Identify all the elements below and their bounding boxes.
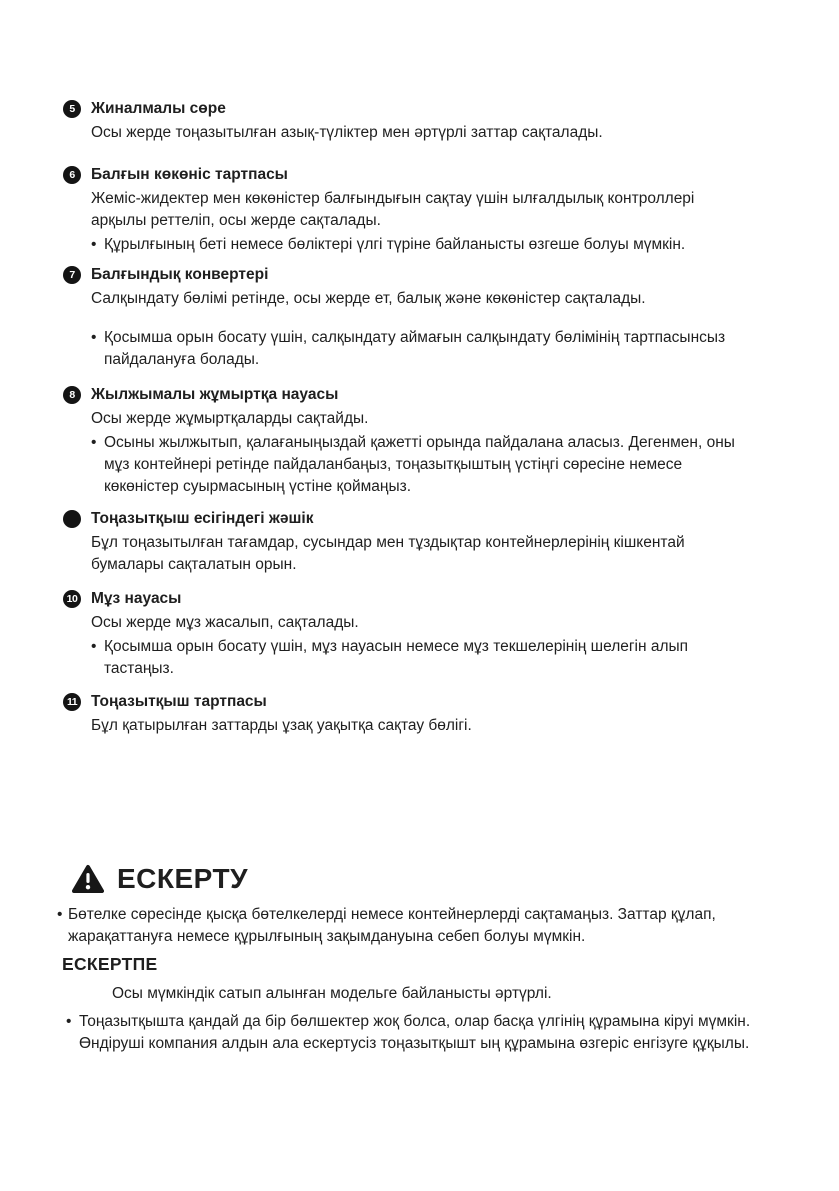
bullet-item [91, 234, 799, 256]
paragraph-line: Бұл тоңазытылған тағамдар, сусындар мен тұздықтар контейнерлерінің кішкентай [91, 534, 685, 551]
section-title: Балғындық конвертері [91, 266, 269, 283]
warning-bullet-list [57, 904, 809, 948]
bullet-line: • Қосымша орын босату үшін, салқындату аймағын салқындату бөлімінің тартпасынсыз [104, 329, 726, 346]
paragraph-line: Осы жерде мұз жасалып, сақталады. [91, 614, 359, 631]
section-title: Балғын көкөніс тартпасы [91, 166, 288, 183]
section-title: Мұз науасы [91, 590, 182, 607]
section-body [91, 612, 799, 680]
bullet-list [91, 432, 799, 498]
section-freezer-drawer [63, 691, 799, 737]
note-variation-text: Осы мүмкіндік сатып алынған модельге байланысты әртүрлі. [112, 985, 552, 1002]
section-number-badge: 10 [63, 590, 81, 608]
section-body [91, 408, 799, 498]
note-bullet-list [66, 1011, 811, 1055]
bullet-list [91, 234, 799, 256]
bullet-item [91, 327, 799, 371]
section-title: Жиналмалы сөре [91, 100, 226, 117]
paragraph-line: Осы жерде жұмыртқаларды сақтайды. [91, 410, 369, 427]
section-title: Тоңазытқыш тартпасы [91, 693, 267, 710]
section-header [63, 384, 799, 406]
warning-bullet-item [57, 904, 809, 948]
note-bullet-item [66, 1011, 811, 1055]
section-number-badge: 7 [63, 266, 81, 284]
section-header [63, 98, 799, 120]
warning-triangle-icon [72, 864, 104, 894]
section-number-badge: 11 [63, 693, 81, 711]
section-paragraph [91, 532, 799, 576]
section-header [63, 264, 799, 286]
section-ice-tray [63, 588, 799, 680]
section-body [91, 122, 799, 144]
section-number-badge: 6 [63, 166, 81, 184]
section-body [91, 288, 799, 371]
section-header [63, 691, 799, 713]
section-paragraph [91, 288, 799, 310]
bullet-list [91, 636, 799, 680]
section-paragraph [91, 408, 799, 430]
note-section [62, 954, 811, 1055]
section-paragraph [91, 715, 799, 737]
bullet-line: пайдалануға болады. [104, 351, 260, 368]
paragraph-line: Жеміс-жидектер мен көкөністер балғындығын сақтау үшін ылғалдылық контроллері [91, 190, 695, 207]
bullet-list [91, 327, 799, 371]
section-header [63, 508, 799, 530]
section-body [91, 715, 799, 737]
paragraph-line: бумалары сақталатын орын. [91, 556, 297, 573]
section-title: Тоңазытқыш есігіндегі жәшік [91, 510, 314, 527]
warning-title: ЕСКЕРТУ [117, 863, 248, 894]
section-movable-egg-tray [63, 384, 799, 498]
note-bullet-line: Өндіруші компания алдын ала ескертусіз тоңазытқышт ың құрамына өзгеріс енгізуге құқылы. [79, 1035, 750, 1052]
bullet-line: • Осыны жылжытып, қалағаныңыздай қажетті орында пайдалана аласыз. Дегенмен, оны [104, 434, 735, 451]
section-movable-shelf [63, 98, 799, 144]
bullet-line: мұз контейнері ретінде пайдаланбаңыз, тоңазытқыштың үстіңгі сөресіне немесе [104, 456, 683, 473]
note-bullet-line: • Тоңазытқышта қандай да бір бөлшектер жоқ болса, олар басқа үлгінің құрамына кіруі мүмкін. [79, 1013, 751, 1030]
section-paragraph [91, 122, 799, 144]
section-header [63, 164, 799, 186]
bullet-line: көкөністер суырмасының үстіне қоймаңыз. [104, 478, 412, 495]
note-title: ЕСКЕРТПЕ [62, 954, 158, 974]
section-header [63, 588, 799, 610]
warning-heading [72, 862, 809, 896]
bullet-line: тастаңыз. [104, 660, 174, 677]
section-fresh-vegetable-drawer [63, 164, 799, 256]
paragraph-line: Осы жерде тоңазытылған азық-түліктер мен әртүрлі заттар сақталады. [91, 124, 603, 141]
section-freshness-converter [63, 264, 799, 371]
section-body [91, 532, 799, 576]
bullet-item [91, 432, 799, 498]
section-number-badge: 8 [63, 386, 81, 404]
section-paragraph [91, 188, 799, 232]
paragraph-line: арқылы реттеліп, осы жерде сақталады. [91, 212, 381, 229]
section-fridge-door-bin [63, 508, 799, 576]
paragraph-line: Бұл қатырылған заттарды ұзақ уақытқа сақтау бөлігі. [91, 717, 472, 734]
section-body [91, 188, 799, 256]
warning-bullet-line: • Бөтелке сөресінде қысқа бөтелкелерді немесе контейнерлерді сақтамаңыз. Заттар құлап, [68, 906, 716, 923]
section-number-badge: 5 [63, 100, 81, 118]
warning-bullet-line: жарақаттануға немесе құрылғының зақымдануына себеп болуы мүмкін. [68, 928, 586, 945]
bullet-line: • Құрылғының беті немесе бөліктері үлгі түріне байланысты өзгеше болуы мүмкін. [104, 236, 686, 253]
warning-section [57, 862, 809, 948]
section-title: Жылжымалы жұмыртқа науасы [91, 386, 339, 403]
bullet-line: • Қосымша орын босату үшін, мұз науасын немесе мұз текшелерінің шелегін алып [104, 638, 689, 655]
bullet-item [91, 636, 799, 680]
paragraph-line: Салқындату бөлімі ретінде, осы жерде ет, балық және көкөністер сақталады. [91, 290, 646, 307]
section-paragraph [91, 612, 799, 634]
section-number-badge [63, 510, 81, 528]
